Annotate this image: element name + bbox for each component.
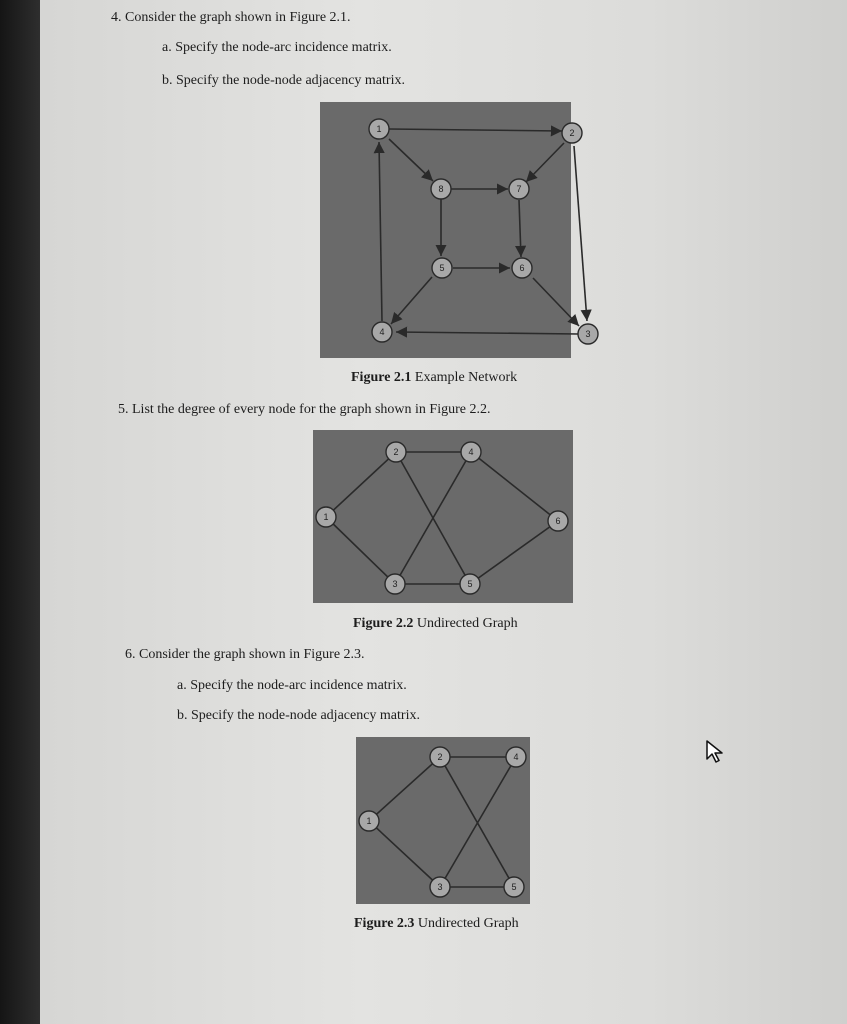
figure-2-2 <box>313 430 573 603</box>
node-label-4: 4 <box>513 752 519 762</box>
node-label-2: 2 <box>569 128 575 138</box>
node-label-4: 4 <box>379 327 385 337</box>
edge-2-3 <box>574 146 587 321</box>
node-label-2: 2 <box>437 752 443 762</box>
node-label-6: 6 <box>555 516 561 526</box>
node-label-5: 5 <box>439 263 445 273</box>
monitor-bezel <box>0 0 40 1024</box>
question-4b: b. Specify the node-node adjacency matrix. <box>162 73 405 88</box>
figure-2-2-caption-text: Undirected Graph <box>416 616 518 631</box>
question-6b: b. Specify the node-node adjacency matrix. <box>177 708 420 723</box>
node-label-3: 3 <box>585 329 591 339</box>
question-6-title: 6. Consider the graph shown in Figure 2.3. <box>125 647 365 662</box>
question-4a: a. Specify the node-arc incidence matrix. <box>162 40 392 55</box>
figure-2-1 <box>320 102 591 358</box>
figure-2-2-graph <box>313 430 573 603</box>
figure-2-3-caption-text: Undirected Graph <box>417 916 519 931</box>
figure-2-1-caption <box>351 370 517 386</box>
figure-2-1-graph <box>320 102 591 358</box>
question-6a: a. Specify the node-arc incidence matrix. <box>177 678 407 693</box>
figure-2-3-caption-number: Figure 2.3 <box>354 916 415 931</box>
node-label-3: 3 <box>437 882 443 892</box>
node-label-4: 4 <box>468 447 474 457</box>
figure-2-3-caption <box>354 916 519 932</box>
node-label-5: 5 <box>467 579 473 589</box>
node-label-1: 1 <box>323 512 329 522</box>
node-label-1: 1 <box>366 816 372 826</box>
figure-2-2-caption <box>353 616 518 632</box>
mouse-pointer-icon <box>705 739 725 768</box>
node-label-5: 5 <box>511 882 517 892</box>
node-label-7: 7 <box>516 184 522 194</box>
node-label-1: 1 <box>376 124 382 134</box>
figure-2-3-graph <box>356 737 530 904</box>
question-5-title: 5. List the degree of every node for the graph shown in Figure 2.2. <box>118 402 491 417</box>
figure-2-1-caption-number: Figure 2.1 <box>351 370 412 385</box>
figure-2-1-caption-text: Example Network <box>414 370 518 385</box>
node-label-2: 2 <box>393 447 399 457</box>
document-page <box>40 0 847 1024</box>
figure-2-3 <box>356 737 530 904</box>
node-label-8: 8 <box>438 184 444 194</box>
node-label-3: 3 <box>392 579 398 589</box>
figure-2-2-caption-number: Figure 2.2 <box>353 616 414 631</box>
question-4-title: 4. Consider the graph shown in Figure 2.1. <box>111 10 351 25</box>
node-label-6: 6 <box>519 263 525 273</box>
